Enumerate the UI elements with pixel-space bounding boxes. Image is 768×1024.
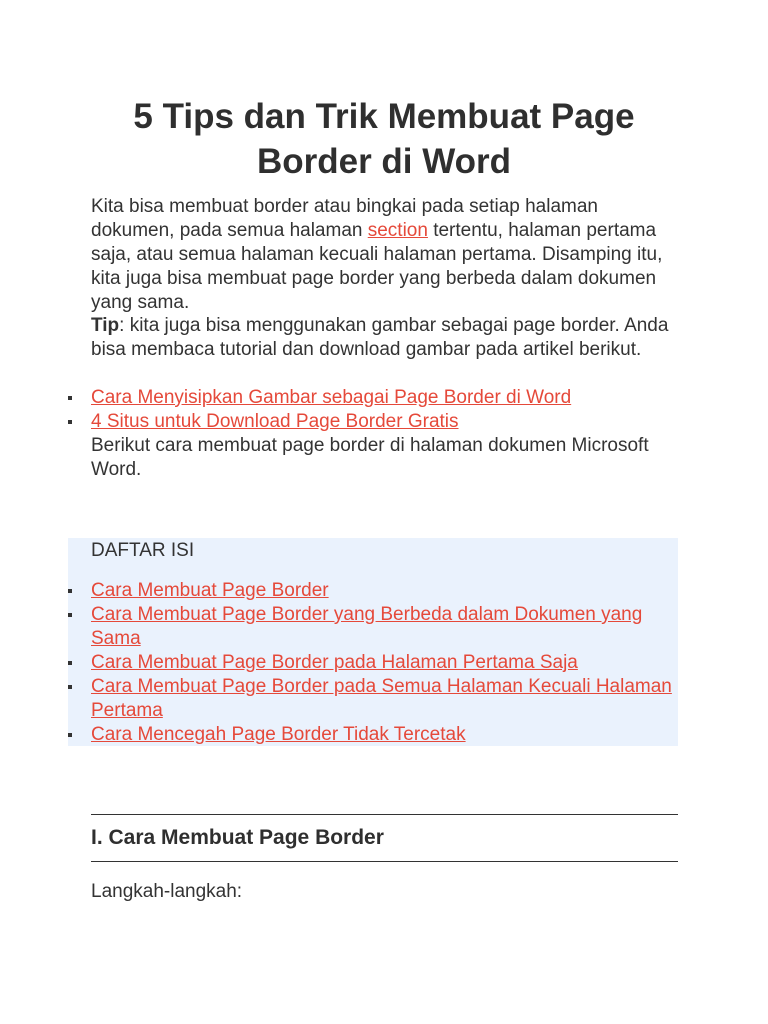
section-heading: I. Cara Membuat Page Border (91, 826, 384, 849)
list-item (68, 386, 680, 410)
related-links-list (68, 386, 680, 434)
square-bullet-icon (68, 613, 72, 617)
toc-title: DAFTAR ISI (91, 540, 195, 561)
instructions-intro: Berikut cara membuat page border di halaman dokumen Microsoft Word. (91, 435, 649, 480)
toc-item (68, 675, 680, 723)
related-link-download-sites[interactable]: 4 Situs untuk Download Page Border Gratis (91, 411, 459, 432)
square-bullet-icon (68, 420, 72, 424)
list-item (68, 410, 680, 434)
page-title: 5 Tips dan Trik Membuat Page Border di Word (133, 97, 635, 181)
toc-item (68, 651, 680, 675)
tip-paragraph (91, 314, 679, 362)
square-bullet-icon (68, 396, 72, 400)
toc-item (68, 579, 680, 603)
section-divider-bottom (91, 861, 678, 862)
steps-label: Langkah-langkah: (91, 881, 243, 902)
square-bullet-icon (68, 733, 72, 737)
intro-paragraph (91, 195, 679, 315)
toc-link-4[interactable]: Cara Membuat Page Border pada Semua Halaman Kecuali Halaman Pertama (91, 676, 672, 721)
square-bullet-icon (68, 661, 72, 665)
toc-link-3[interactable]: Cara Membuat Page Border pada Halaman Pertama Saja (91, 652, 578, 673)
toc-link-2[interactable]: Cara Membuat Page Border yang Berbeda dalam Dokumen yang Sama (91, 604, 643, 649)
section-link[interactable]: section (367, 220, 428, 241)
square-bullet-icon (68, 685, 72, 689)
tip-text: : kita juga bisa menggunakan gambar sebagai page border. Anda bisa membaca tutorial dan download gambar pada artikel berikut. (91, 315, 669, 360)
toc-item (68, 723, 680, 747)
square-bullet-icon (68, 589, 72, 593)
tip-label: Tip (91, 315, 120, 336)
toc-link-5[interactable]: Cara Mencegah Page Border Tidak Tercetak (91, 724, 466, 745)
toc-item (68, 603, 680, 651)
intro-text-after: tertentu, halaman pertama saja, atau semua halaman kecuali halaman pertama. Disamping itu, kita juga bisa membuat page border yang berbeda dalam dokumen yang sama. (91, 220, 663, 313)
toc-list (68, 579, 680, 747)
section-divider-top (91, 814, 678, 815)
related-link-insert-image[interactable]: Cara Menyisipkan Gambar sebagai Page Border di Word (91, 387, 572, 408)
intro-text-before: Kita bisa membuat border atau bingkai pada setiap halaman dokumen, pada semua halaman (91, 196, 598, 241)
toc-link-1[interactable]: Cara Membuat Page Border (91, 580, 329, 601)
